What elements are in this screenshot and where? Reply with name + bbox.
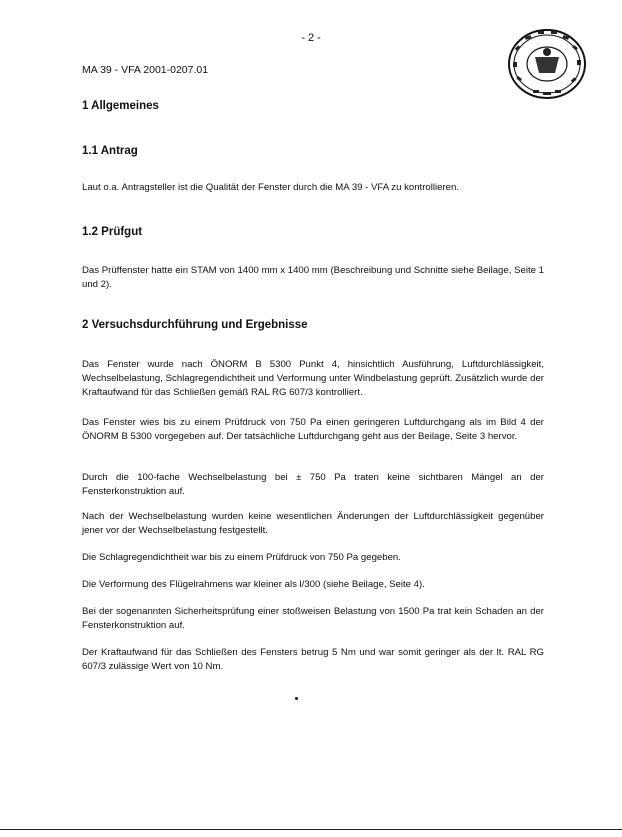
section-1-heading: 1 Allgemeines: [82, 100, 159, 112]
paragraph-after-cyclic-load: Nach der Wechselbelastung wurden keine wesentlichen Änderungen der Luftdurchlässigkeit gegenüber jener vor der Wechselbelastung festgestellt.: [82, 511, 544, 536]
paragraph-deformation: Die Verformung des Flügelrahmens war kleiner als l/300 (siehe Beilage, Seite 4).: [82, 579, 425, 590]
paragraph-rain-tightness: Die Schlagregendichtheit war bis zu einem Prüfdruck von 750 Pa gegeben.: [82, 552, 401, 563]
section-1-2-text: Das Prüffenster hatte ein STAM von 1400 mm x 1400 mm (Beschreibung und Schnitte siehe Beilage, Seite 1 und 2).: [82, 265, 544, 290]
section-1-1-heading: 1.1 Antrag: [82, 145, 138, 157]
section-2-heading: 2 Versuchsdurchführung und Ergebnisse: [82, 319, 308, 331]
official-seal-stamp-icon: [505, 27, 589, 101]
document-reference: MA 39 - VFA 2001-0207.01: [82, 64, 209, 76]
stray-mark: [295, 697, 298, 700]
section-1-1-text: Laut o.a. Antragsteller ist die Qualität der Fenster durch die MA 39 - VFA zu kontrollieren.: [82, 182, 460, 193]
section-1-2-heading: 1.2 Prüfgut: [82, 226, 143, 238]
paragraph-cyclic-load: Durch die 100-fache Wechselbelastung bei ± 750 Pa traten keine sichtbaren Mängel an der Fensterkonstruktion auf.: [82, 472, 544, 497]
page-number: - 2 -: [301, 32, 321, 44]
paragraph-safety-test: Bei der sogenannten Sicherheitsprüfung einer stoßweisen Belastung von 1500 Pa trat kein Schaden an der Fensterkonstruktion auf.: [82, 606, 544, 631]
paragraph-closing-force: Der Kraftaufwand für das Schließen des Fensters betrug 5 Nm und war somit geringer als der lt. RAL RG 607/3 zulässige Wert von 10 Nm.: [82, 647, 544, 672]
bottom-rule: [0, 829, 622, 830]
paragraph-air-permeability: Das Fenster wies bis zu einem Prüfdruck von 750 Pa einen geringeren Luftdurchgang als im Bild 4 der ÖNORM B 5300 vorgegeben auf. Der tatsächliche Luftdurchgang geht aus der Beilage, Seite 3 hervor.: [82, 417, 544, 442]
paragraph-test-procedure: Das Fenster wurde nach ÖNORM B 5300 Punkt 4, hinsichtlich Ausführung, Luftdurchlässigkeit, Wechselbelastung, Schlagregendichtheit und Verformung unter Windbelastung geprüft. Zusätzlich wurde der Kraftaufwand für das Schließen gemäß RAL RG 607/3 kontrolliert.: [82, 359, 544, 398]
